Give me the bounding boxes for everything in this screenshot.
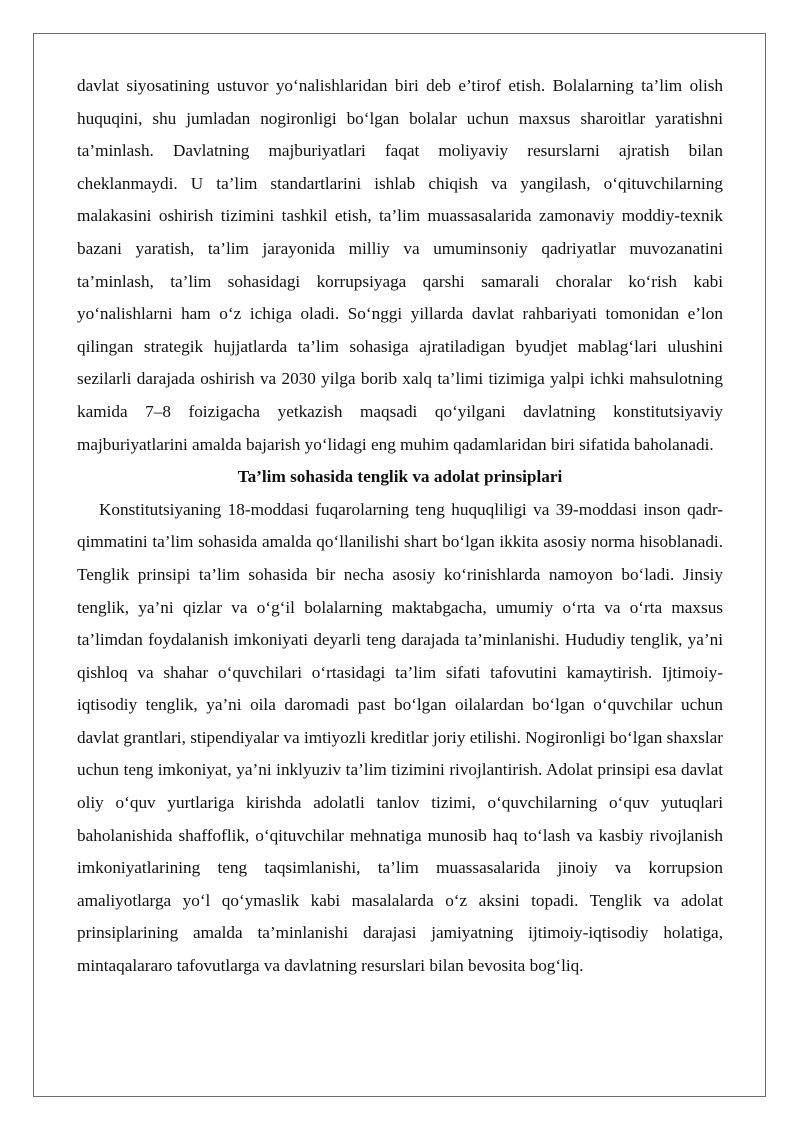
paragraph-state-obligations: davlat siyosatining ustuvor yo‘nalishlaridan biri deb e’tirof etish. Bolalarning ta’lim olish huquqini, shu jumladan nogironligi bo‘lgan bolalar uchun maxsus sharoitlar yaratishni ta’minlash. Davlatning majburiyatlari faqat moliyaviy resurslarni ajratish bilan cheklanmaydi. U ta’lim standartlarini ishlab chiqish va yangilash, o‘qituvchilarning malakasini oshirish tizimini tashkil etish, ta’lim muassasalarida zamonaviy moddiy-texnik bazani yaratish, ta’lim jarayonida milliy va umuminsoniy qadriyatlar muvozanatini ta’minlash, ta’lim sohasidagi korrupsiyaga qarshi samarali choralar ko‘rish kabi yo‘nalishlarni ham o‘z ichiga oladi. So‘nggi yillarda davlat rahbariyati tomonidan e’lon qilingan strategik hujjatlarda ta’lim sohasiga ajratiladigan byudjet mablag‘lari ulushini sezilarli darajada oshirish va 2030 yilga borib xalq ta’limi tizimiga yalpi ichki mahsulotning kamida 7–8 foizigacha yetkazish maqsadi qo‘yilgani davlatning konstitutsiyaviy majburiyatlarini amalda bajarish yo‘lidagi eng muhim qadamlaridan biri sifatida baholanadi. [77,76,723,454]
document-body [77,70,723,983]
paragraph-equality-justice: Konstitutsiyaning 18-moddasi fuqarolarning teng huquqliligi va 39-moddasi inson qadr-qimmatini ta’lim sohasida amalda qo‘llanilishi shart bo‘lgan ikkita asosiy norma hisoblanadi. Tenglik prinsipi ta’lim sohasida bir necha asosiy ko‘rinishlarda namoyon bo‘ladi. Jinsiy tenglik, ya’ni qizlar va o‘g‘il bolalarning maktabgacha, umumiy o‘rta va o‘rta maxsus ta’limdan foydalanish imkoniyati deyarli teng darajada ta’minlanishi. Hududiy tenglik, ya’ni qishloq va shahar o‘quvchilari o‘rtasidagi ta’lim sifati tafovutini kamaytirish. Ijtimoiy-iqtisodiy tenglik, ya’ni oila daromadi past bo‘lgan oilalardan bo‘lgan o‘quvchilar uchun davlat grantlari, stipendiyalar va imtiyozli kreditlar joriy etilishi. Nogironligi bo‘lgan shaxslar uchun teng imkoniyat, ya’ni inklyuziv ta’lim tizimini rivojlantirish. Adolat prinsipi esa davlat oliy o‘quv yurtlariga kirishda adolatli tanlov tizimi, o‘quvchilarning o‘quv yutuqlari baholanishida shaffoflik, o‘qituvchilar mehnatiga munosib haq to‘lash va kasbiy rivojlanish imkoniyatlarining teng taqsimlanishi, ta’lim muassasalarida jinoiy va korrupsion amaliyotlarga yo‘l qo‘ymaslik kabi masalalarda o‘z aksini topadi. Tenglik va adolat prinsiplarining amalda ta’minlanishi darajasi jamiyatning ijtimoiy-iqtisodiy holatiga, mintaqalararo tafovutlarga va davlatning resurslari bilan bevosita bog‘liq. [77,499,723,976]
section-heading: Ta’lim sohasida tenglik va adolat prinsiplari [237,467,563,487]
